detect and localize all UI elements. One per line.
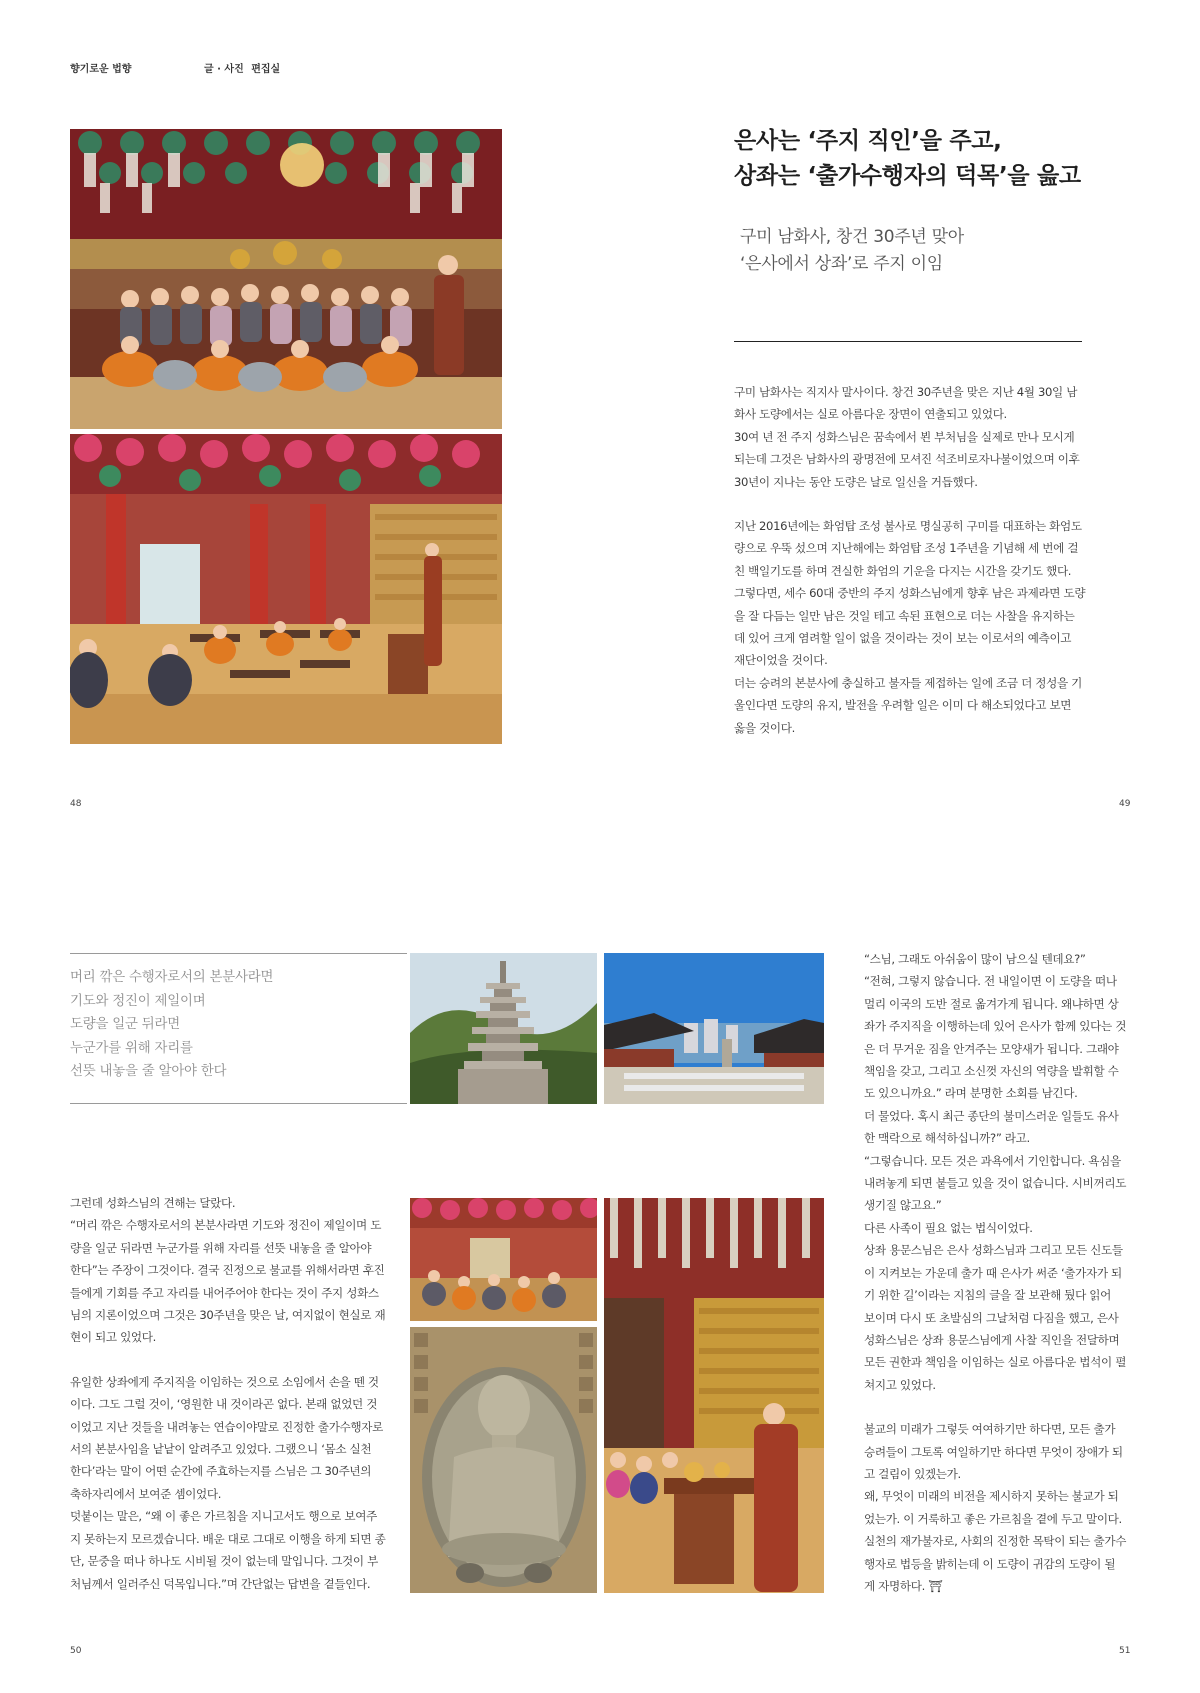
body-line: 불교의 미래가 그렇듯 여여하기만 하다면, 모든 출가 <box>864 1422 1116 1437</box>
paragraph-gap <box>864 1396 1144 1418</box>
title-divider <box>734 341 1082 342</box>
article-title-line-2: 상좌는 ‘출가수행자의 덕목’을 읊고 <box>734 163 1081 189</box>
body-line: 내려놓게 되면 붙들고 있을 것이 없습니다. 시비꺼리도 <box>864 1176 1127 1191</box>
body-line: 유일한 상좌에게 주지직을 이임하는 것으로 소임에서 손을 뗀 것 <box>70 1374 379 1389</box>
body-line: 30년이 지나는 동안 도량은 날로 일신을 거듭했다. <box>734 474 978 489</box>
body-line: 더 물었다. 혹시 최근 종단의 불미스러운 일들도 유사 <box>864 1108 1119 1123</box>
body-line: 님의 지론이었으며 그것은 30주년을 맞은 날, 여지없이 현실로 재 <box>70 1308 386 1323</box>
body-column-1 <box>734 381 1094 739</box>
body-column-2 <box>70 1192 415 1595</box>
body-line: 보이며 다시 또 초발심의 그날처럼 다짐을 했고, 은사 <box>864 1310 1119 1325</box>
stone-pagoda-icon <box>410 953 597 1104</box>
body-line: 친 백일기도를 하며 견실한 화엄의 기운을 다지는 시간을 갖기도 했다. <box>734 563 1072 578</box>
credit-label: 글 · 사진 <box>204 64 244 75</box>
body-line: 행자로 법등을 밝히는데 이 도량이 귀감의 도량이 될 <box>864 1556 1116 1571</box>
body-line: 지 못하는지 모르겠습니다. 배운 대로 그대로 이행을 하게 되면 종 <box>70 1531 386 1546</box>
article-title <box>734 124 1081 194</box>
body-line: 승려들이 그토록 여일하기만 하다면 무엇이 장애가 되 <box>864 1444 1123 1459</box>
page-number-48: 48 <box>70 799 82 809</box>
body-line: 좌가 주지직을 이행하는데 있어 은사가 함께 있다는 것 <box>864 1019 1127 1034</box>
body-line: 화사 도량에서는 실로 아름다운 장면이 연출되고 있었다. <box>734 407 1007 422</box>
body-line: “머리 깎은 수행자로서의 본분사라면 기도와 정진이 제일이며 도 <box>70 1218 382 1233</box>
body-line: 그렇다면, 세수 60대 중반의 주지 성화스님에게 향후 남은 과제라면 도량 <box>734 586 1086 601</box>
article-title-line-1: 은사는 ‘주지 직인’을 주고, <box>734 128 1002 154</box>
body-line: 게 자명하다. ⛩ <box>864 1578 943 1593</box>
body-line: 었는가. 이 거룩하고 좋은 가르침을 곁에 두고 말이다. <box>864 1511 1122 1526</box>
body-line: 축하자리에서 보여준 셈이었다. <box>70 1486 222 1501</box>
pull-quote-line-4: 누군가를 위해 자리를 <box>70 1040 193 1056</box>
body-line: 덧붙이는 말은, “왜 이 좋은 가르침을 지니고서도 행으로 보여주 <box>70 1509 377 1524</box>
body-line: 실천의 재가불자로, 사회의 진정한 목탁이 되는 출가수 <box>864 1534 1127 1549</box>
body-line: 상좌 용문스님은 은사 성화스님과 그리고 모든 신도들 <box>864 1243 1123 1258</box>
article-subtitle-line-2: ‘은사에서 상좌’로 주지 이임 <box>740 254 943 274</box>
section-name: 향기로운 법향 <box>70 64 132 75</box>
pull-quote-line-3: 도량을 일군 뒤라면 <box>70 1017 180 1033</box>
body-line: 이었고 지난 것들을 내려놓는 연습이야말로 진정한 출가수행자로 <box>70 1419 383 1434</box>
body-line: 지난 2016년에는 화엄탑 조성 불사로 명실공히 구미를 대표하는 화엄도 <box>734 519 1082 534</box>
paragraph-gap <box>734 493 1094 515</box>
body-line: 그런데 성화스님의 견해는 달랐다. <box>70 1196 236 1210</box>
body-line: 이 지켜보는 가운데 출가 때 은사가 써준 ‘출가자가 되 <box>864 1265 1122 1280</box>
body-line: 왜, 무엇이 미래의 비전을 제시하지 못하는 불교가 되 <box>864 1489 1119 1504</box>
body-line: 구미 남화사는 직지사 말사이다. 창건 30주년을 맞은 지난 4월 30일 남 <box>734 385 1078 399</box>
body-line: 옳을 것이다. <box>734 720 795 735</box>
body-line: 량을 일군 뒤라면 누군가를 위해 자리를 선뜻 내놓을 줄 알아야 <box>70 1240 372 1255</box>
body-line: 성화스님은 상좌 용문스님에게 사찰 직인을 전달하며 <box>864 1332 1120 1347</box>
congregation-seated-icon <box>410 1198 597 1321</box>
body-line: 이다. 그도 그럴 것이, ‘영원한 내 것이라곤 없다. 본래 없었던 것 <box>70 1397 378 1412</box>
body-line: 도 있으니까요.” 라며 분명한 소회를 남긴다. <box>864 1086 1078 1101</box>
body-line: 쳐지고 있었다. <box>864 1377 936 1392</box>
body-line: 다른 사족이 필요 없는 법식이었다. <box>864 1220 1033 1235</box>
credit <box>204 60 280 75</box>
body-line: 데 있어 크게 염려할 일이 없을 것이라는 것이 보는 이로서의 예측이고 <box>734 631 1072 646</box>
body-line: 들에게 기회를 주고 자리를 내어주어야 한다는 것이 주지 성화스 <box>70 1285 379 1300</box>
body-line: 은 더 무거운 짐을 안겨주는 모양새가 됩니다. 그래야 <box>864 1041 1119 1056</box>
body-line: 모든 권한과 책임을 이임하는 실로 아름다운 법석이 펼 <box>864 1355 1127 1370</box>
page-number-50: 50 <box>70 1646 82 1656</box>
body-line: 멀리 이국의 도반 절로 옮겨가게 됩니다. 왜냐하면 상 <box>864 996 1119 1011</box>
page-number-51: 51 <box>1119 1646 1131 1656</box>
paragraph-gap <box>70 1349 415 1371</box>
body-line: 되는데 그것은 남화사의 광명전에 모셔진 석조비로자나불이었으며 이후 <box>734 452 1080 467</box>
body-line: 현이 되고 있었다. <box>70 1330 156 1345</box>
body-line: 을 잘 다듬는 일만 남은 것일 테고 속된 표현으로 더는 사찰을 유지하는 <box>734 608 1075 623</box>
pull-quote-line-1: 머리 깎은 수행자로서의 본분사라면 <box>70 970 274 985</box>
body-line: 한다’라는 말이 어떤 순간에 주효하는지를 스님은 그 30주년의 <box>70 1464 372 1479</box>
quote-rule-top <box>70 953 407 954</box>
body-column-3 <box>864 948 1144 1597</box>
quote-rule-bottom <box>70 1103 407 1104</box>
body-line: 책임을 갖고, 그리고 소신껏 자신의 역량을 발휘할 수 <box>864 1064 1119 1079</box>
body-line: 고 걸림이 있겠는가. <box>864 1466 961 1481</box>
body-line: 한다”는 주장이 그것이다. 결국 진정으로 불교를 위해서라면 후진 <box>70 1263 385 1278</box>
body-line: “전혀, 그렇지 않습니다. 전 내일이면 이 도량을 떠나 <box>864 974 1117 989</box>
monk-speaking-at-podium-icon <box>604 1198 824 1593</box>
pull-quote-line-5: 선뜻 내놓을 줄 알아야 한다 <box>70 1064 227 1080</box>
temple-courtyard-icon <box>604 953 824 1104</box>
body-line: 30여 년 전 주지 성화스님은 꿈속에서 뵌 부처님을 실제로 만나 모시게 <box>734 429 1075 444</box>
pull-quote-line-2: 기도와 정진이 제일이며 <box>70 993 206 1009</box>
body-line: “그렇습니다. 모든 것은 과욕에서 기인합니다. 욕심을 <box>864 1153 1121 1168</box>
page-number-49: 49 <box>1119 799 1131 809</box>
article-subtitle-line-1: 구미 남화사, 창건 30주년 맞아 <box>740 227 964 247</box>
body-line: 기 위한 길’이라는 지침의 글을 잘 보관해 뒀다 읽어 <box>864 1288 1112 1303</box>
pull-quote <box>70 966 273 1084</box>
group-photo-in-hall-icon <box>70 129 502 429</box>
article-subtitle <box>740 224 964 278</box>
body-line: 재단이었을 것이다. <box>734 653 828 668</box>
body-line: 더는 승려의 본분사에 충실하고 불자들 제접하는 일에 조금 더 정성을 기 <box>734 675 1082 690</box>
body-line: “스님, 그래도 아쉬움이 많이 남으실 텐데요?” <box>864 952 1086 966</box>
body-line: 처님께서 일러주신 덕목입니다.”며 간단없는 답변을 곁들인다. <box>70 1576 371 1591</box>
body-line: 단, 문중을 떠나 하나도 시비될 것이 없는데 말입니다. 그것이 부 <box>70 1554 378 1569</box>
body-line: 울인다면 도량의 유지, 발전을 우려할 일은 이미 다 해소되었다고 보면 <box>734 698 1072 713</box>
credit-value: 편집실 <box>251 64 281 75</box>
stone-buddha-relief-icon <box>410 1327 597 1593</box>
body-line: 서의 본분사임을 낱낱이 알려주고 있었다. 그랬으니 ‘몸소 실천 <box>70 1442 372 1457</box>
dharma-ceremony-hall-icon <box>70 434 502 744</box>
body-line: 량으로 우뚝 섰으며 지난해에는 화엄탑 조성 1주년을 기념해 세 번에 걸 <box>734 541 1079 556</box>
body-line: 한 맥락으로 해석하십니까?” 라고. <box>864 1131 1030 1146</box>
body-line: 생기질 않고요.” <box>864 1198 942 1213</box>
